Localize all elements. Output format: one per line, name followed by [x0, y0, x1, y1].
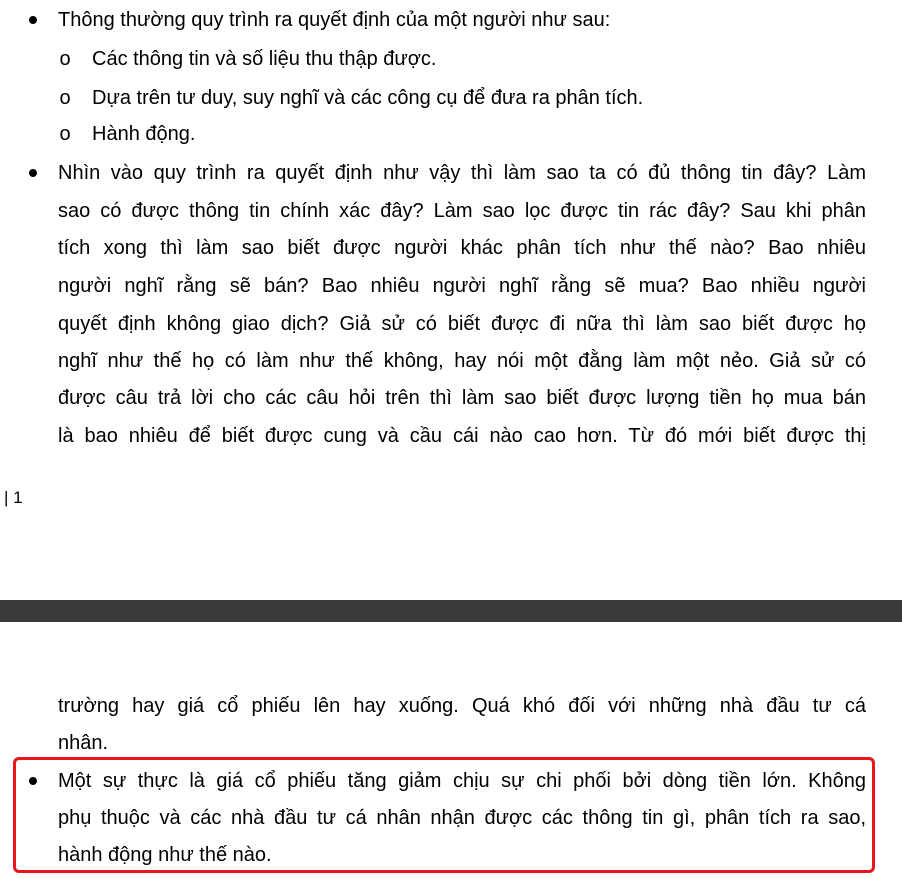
paragraph-line: sao có được thông tin chính xác đây? Làm sao lọc được tin rác đây? Sau khi phân [58, 200, 866, 222]
page-separator [0, 600, 902, 622]
paragraph-line: quyết định không giao dịch? Giả sử có biết được đi nữa thì làm sao biết được họ [58, 313, 866, 335]
bullet-icon [26, 8, 40, 32]
highlighted-line: phụ thuộc và các nhà đầu tư cá nhân nhận được các thông tin gì, phân tích ra sao, [58, 807, 866, 829]
bullet-icon [26, 769, 40, 793]
paragraph-line: trường hay giá cổ phiếu lên hay xuống. Quá khó đối với những nhà đầu tư cá [58, 695, 866, 717]
paragraph-line: nhân. [58, 732, 109, 754]
sub-item-3: Hành động. [92, 123, 196, 145]
highlighted-line: Một sự thực là giá cổ phiếu tăng giảm chịu sự chi phối bởi dòng tiền lớn. Không [58, 770, 866, 792]
paragraph-line: là bao nhiêu để biết được cung và cầu cái nào cao hơn. Từ đó mới biết được thị [58, 425, 866, 447]
bullet-1-text: Thông thường quy trình ra quyết định của một người như sau: [58, 9, 611, 31]
paragraph-line: nghĩ như thế họ có làm như thế không, hay nói một đằng làm một nẻo. Giả sử có [58, 350, 866, 372]
paragraph-line: được câu trả lời cho các câu hỏi trên thì làm sao biết được lượng tiền họ mua bán [58, 387, 866, 409]
paragraph-line: Nhìn vào quy trình ra quyết định như vậy thì làm sao ta có đủ thông tin đây? Làm [58, 162, 866, 184]
sub-item-1: Các thông tin và số liệu thu thập được. [92, 48, 437, 70]
paragraph-line: tích xong thì làm sao biết được người khác phân tích như thế nào? Bao nhiêu [58, 237, 866, 259]
highlighted-line: hành động như thế nào. [58, 844, 272, 866]
page-number-footer: | 1 [4, 488, 23, 507]
sub-bullet-icon: o [59, 123, 71, 145]
bullet-icon [26, 161, 40, 185]
sub-bullet-icon: o [59, 87, 71, 109]
sub-bullet-icon: o [59, 48, 71, 70]
paragraph-line: người nghĩ rằng sẽ bán? Bao nhiêu người nghĩ rằng sẽ mua? Bao nhiều người [58, 275, 866, 297]
sub-item-2: Dựa trên tư duy, suy nghĩ và các công cụ để đưa ra phân tích. [92, 87, 644, 109]
